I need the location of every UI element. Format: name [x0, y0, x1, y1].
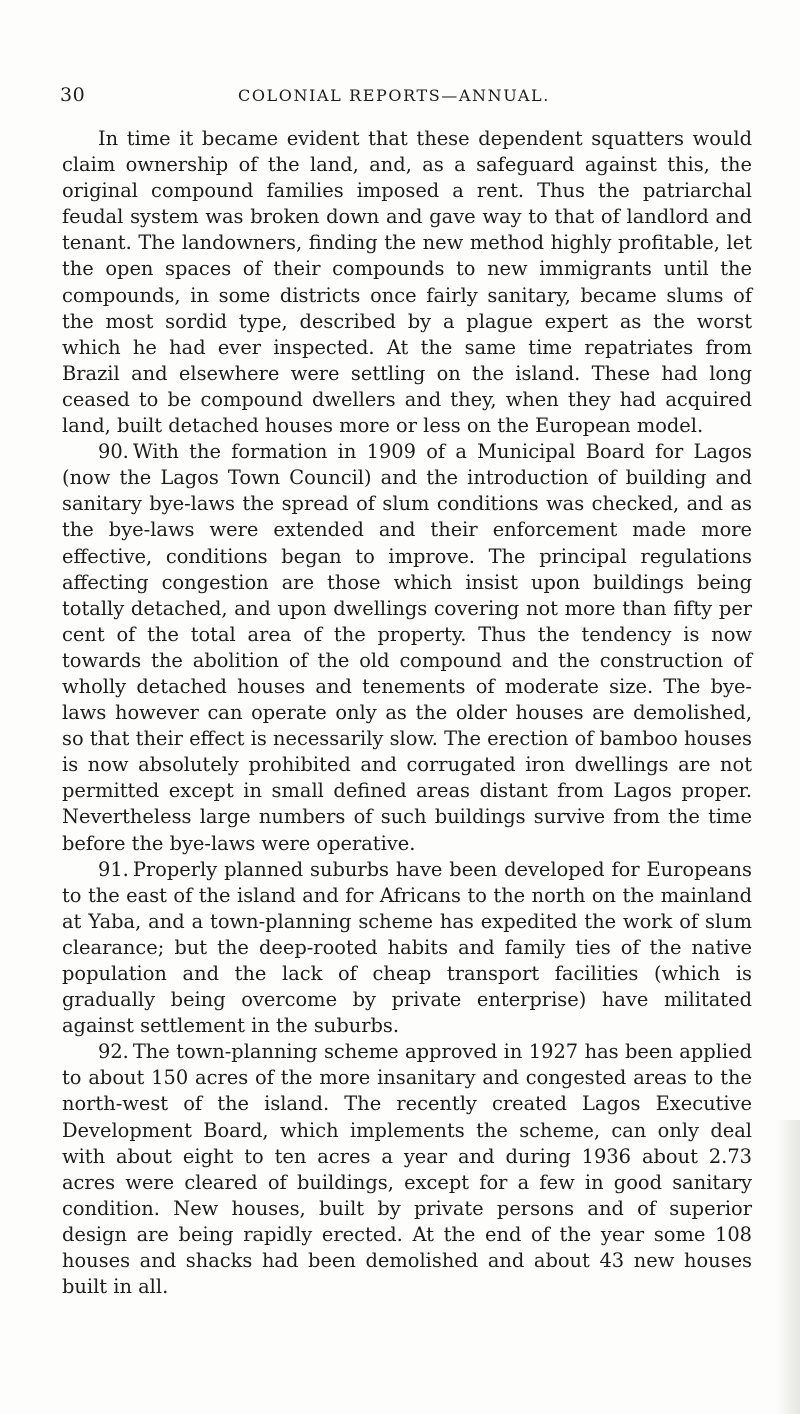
paragraph-number: 91.	[98, 857, 129, 881]
page-header	[60, 84, 760, 114]
paragraph-number: 90.	[98, 440, 129, 464]
paragraph-text: The town-planning scheme approved in 1927 has been applied to about 150 acres of the more insanitary and congested areas to the north-west of the island. The recently created Lagos Executive Development Board, which implements the scheme, can only deal with about eight to ten acres a year and during 1936 about 2.73 acres were cleared of buildings, except for a few in good sanitary condition. New houses, built by private persons and of superior design are being rapidly erected. At the end of the year some 108 houses and shacks had been demolished and about 43 new houses built in all.	[62, 1040, 752, 1299]
paragraph-92	[62, 1039, 752, 1300]
paragraph-number: 92.	[98, 1040, 129, 1064]
page-edge-shadow	[776, 1120, 800, 1414]
paragraph-intro	[62, 126, 752, 439]
paragraph-text: Properly planned suburbs have been developed for Europeans to the east of the island and for Africans to the north on the mainland at Yaba, and a town-planning scheme has expedited the work of slum clearance; but the deep-rooted habits and family ties of the native population and the lack of cheap transport facilities (which is gradually being overcome by private enterprise) have militated against settlement in the suburbs.	[62, 857, 752, 1038]
running-head: COLONIAL REPORTS—ANNUAL.	[238, 86, 550, 105]
paragraph-text: With the formation in 1909 of a Municipal Board for Lagos (now the Lagos Town Council) and the introduction of building and sanitary bye-laws the spread of slum conditions was checked, and as the bye-laws were extended and their enforcement made more effective, conditions began to improve. The principal regulations affecting congestion are those which insist upon buildings being totally detached, and upon dwellings covering not more than fifty per cent of the total area of the property. Thus the tendency is now towards the abolition of the old compound and the construction of wholly detached houses and tenements of moderate size. The bye-laws however can operate only as the older houses are demolished, so that their effect is necessarily slow. The erection of bamboo houses is now absolutely prohibited and corrugated iron dwellings are not permitted except in small defined areas distant from Lagos proper. Nevertheless large numbers of such buildings survive from the time before the bye-laws were operative.	[62, 440, 752, 855]
page-number: 30	[60, 84, 86, 106]
body-text	[62, 126, 752, 1300]
paragraph-91	[62, 857, 752, 1040]
paragraph-text: In time it became evident that these dependent squatters would claim ownership of the land, and, as a safeguard against this, the original compound families imposed a rent. Thus the patriarchal feudal system was broken down and gave way to that of landlord and tenant. The landowners, finding the new method highly profitable, let the open spaces of their compounds to new immigrants until the compounds, in some districts once fairly sanitary, became slums of the most sordid type, described by a plague expert as the worst which he had ever inspected. At the same time repatriates from Brazil and elsewhere were settling on the island. These had long ceased to be compound dwellers and they, when they had acquired land, built detached houses more or less on the European model.	[62, 127, 752, 438]
paragraph-90	[62, 439, 752, 857]
